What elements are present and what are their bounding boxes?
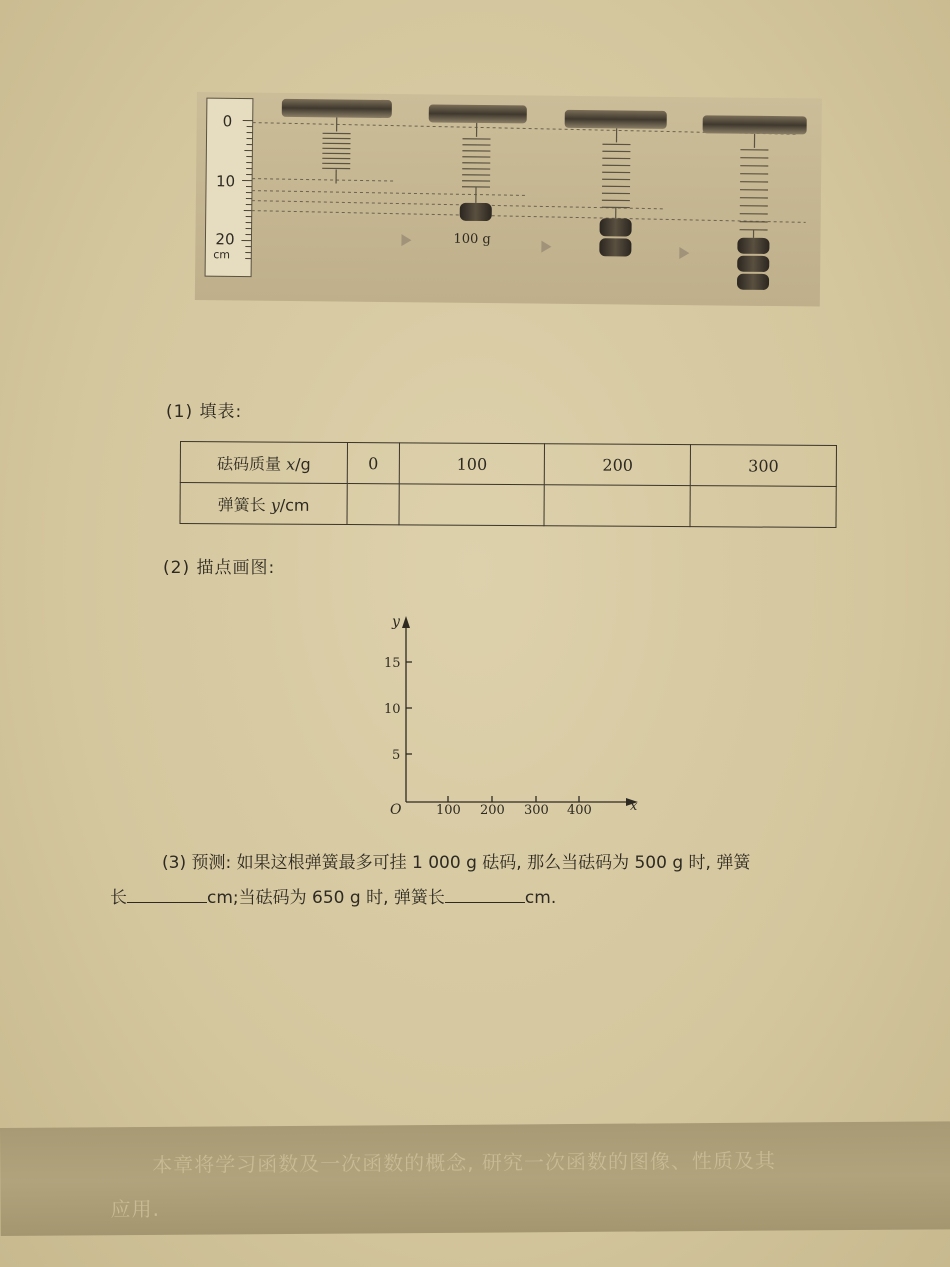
answer-blank-500g[interactable] bbox=[127, 884, 207, 903]
y-tick-label: 15 bbox=[384, 656, 401, 671]
question-3 bbox=[110, 846, 910, 916]
row-header-mass: 砝码质量 x/g bbox=[180, 442, 347, 484]
support-bar-2 bbox=[429, 104, 527, 123]
table-cell: 100 bbox=[399, 443, 545, 485]
answer-cell[interactable] bbox=[544, 485, 690, 527]
origin-label: O bbox=[390, 802, 402, 818]
arrow-icon bbox=[679, 247, 689, 259]
answer-cell[interactable] bbox=[690, 486, 836, 528]
spring-diagram bbox=[195, 92, 822, 307]
ruler-label-20: 20 bbox=[215, 230, 235, 249]
table-cell: 300 bbox=[690, 445, 836, 487]
support-bar-3 bbox=[565, 110, 667, 129]
answer-blank-650g[interactable] bbox=[445, 884, 525, 903]
x-tick-label: 100 bbox=[436, 803, 461, 818]
table-row bbox=[180, 442, 836, 487]
ruler-label-0: 0 bbox=[222, 112, 233, 131]
chapter-intro-text: 本章将学习函数及一次函数的概念, 研究一次函数的图像、性质及其 应用. bbox=[110, 1148, 777, 1222]
x-tick-label: 400 bbox=[567, 803, 592, 818]
y-axis-label: y bbox=[392, 614, 400, 630]
fill-table bbox=[179, 441, 836, 528]
y-axis-arrow-icon bbox=[402, 616, 410, 628]
arrow-icon bbox=[401, 234, 411, 246]
x-tick-label: 200 bbox=[480, 803, 505, 818]
weight-label: 100 g bbox=[453, 231, 491, 248]
question-1-label: (1) 填表: bbox=[166, 402, 243, 422]
question-2-label: (2) 描点画图: bbox=[163, 558, 276, 578]
chapter-intro-banner bbox=[0, 1121, 950, 1236]
ruler-label-10: 10 bbox=[215, 172, 236, 191]
table-row bbox=[180, 483, 836, 528]
table-cell: 200 bbox=[545, 444, 691, 486]
x-axis-label: x bbox=[630, 799, 638, 814]
question-3-line-2: 长 cm;当砝码为 650 g 时, 弹簧长 cm. bbox=[110, 881, 910, 916]
spring-illustration bbox=[195, 92, 822, 307]
support-bar-1 bbox=[282, 99, 392, 118]
coordinate-graph bbox=[372, 612, 652, 824]
answer-cell[interactable] bbox=[347, 484, 399, 525]
y-tick-label: 10 bbox=[384, 702, 401, 717]
ruler-unit: cm bbox=[213, 248, 231, 262]
table-cell: 0 bbox=[347, 443, 399, 484]
x-tick-label: 300 bbox=[524, 803, 549, 818]
answer-cell[interactable] bbox=[399, 484, 545, 526]
question-3-line-1: (3) 预测: 如果这根弹簧最多可挂 1 000 g 砝码, 那么当砝码为 500 g 时, 弹簧 bbox=[162, 853, 751, 873]
weight-100g bbox=[460, 203, 492, 221]
row-header-length: 弹簧长 y/cm bbox=[180, 483, 347, 525]
support-bar-4 bbox=[703, 115, 807, 134]
arrow-icon bbox=[541, 241, 551, 253]
y-tick-label: 5 bbox=[392, 748, 401, 763]
